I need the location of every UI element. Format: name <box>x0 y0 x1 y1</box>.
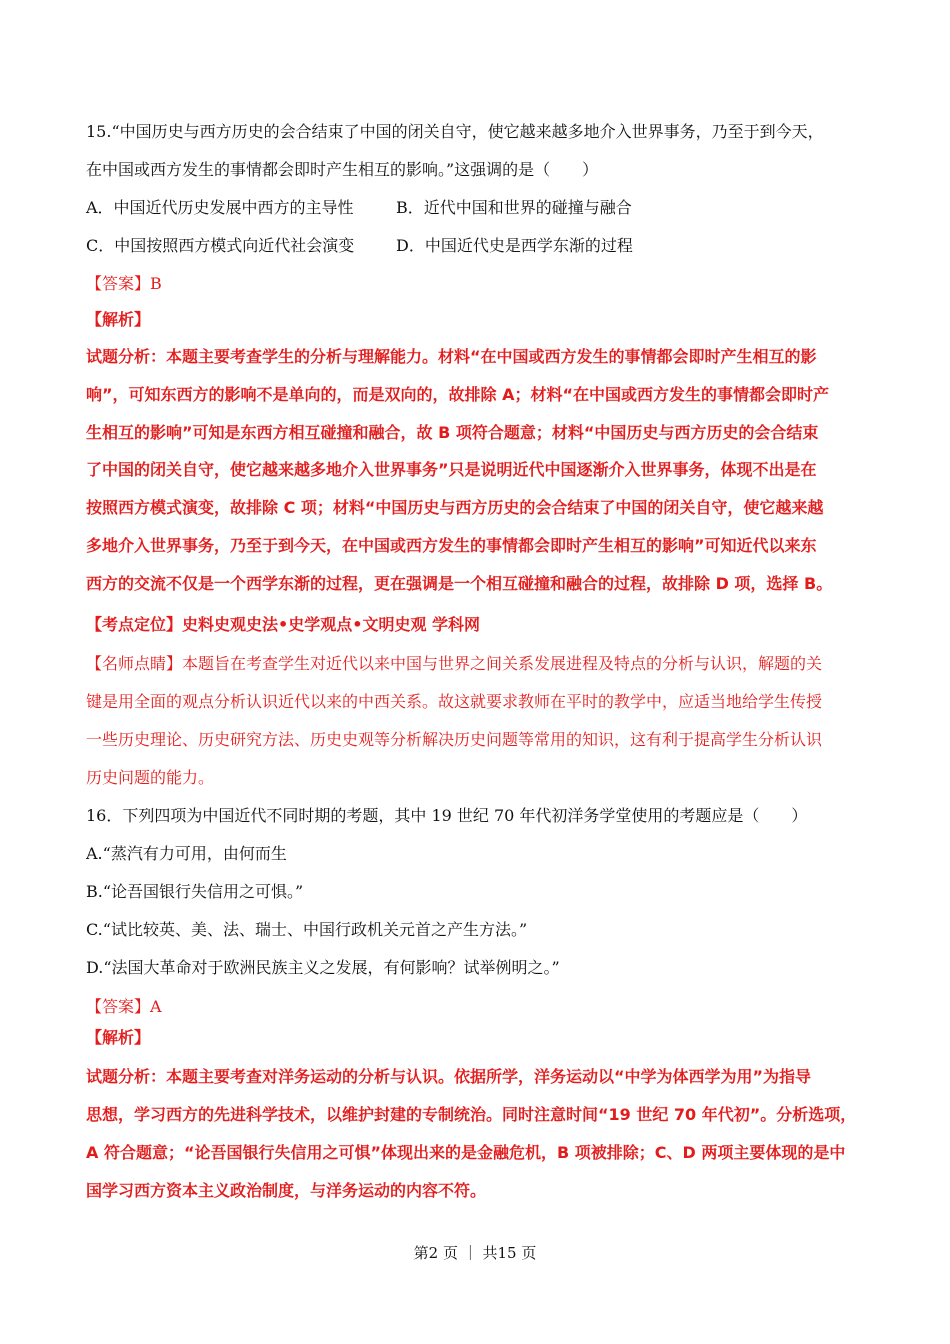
q15-mingshi-line: 一些历史理论、历史研究方法、历史史观等分析解决历史问题等常用的知识，这有利于提高学生分析认识 <box>86 730 823 749</box>
q15-option-a: A．中国近代历史发展中西方的主导性 <box>86 198 354 217</box>
q15-analysis-line: 多地介入世界事务，乃至于到今天，在中国或西方发生的事情都会即时产生相互的影响”可知近代以来东 <box>86 536 817 555</box>
q15-analysis-line: 了中国的闭关自守，使它越来越多地介入世界事务”只是说明近代中国逐渐介入世界事务，体现不出是在 <box>86 460 817 479</box>
q16-option-c: C.“试比较英、美、法、瑞士、中国行政机关元首之产生方法。” <box>86 920 528 939</box>
q16-answer: 【答案】A <box>86 997 162 1016</box>
q15-mingshi-line: 【名师点睛】本题旨在考查学生对近代以来中国与世界之间关系发展进程及特点的分析与认识，解题的关 <box>86 654 823 673</box>
q16-analysis-line: A 符合题意；“论吾国银行失信用之可惧”体现出来的是金融危机，B 项被排除；C、D 两项主要体现的是中 <box>86 1143 846 1162</box>
q15-analysis-line: 生相互的影响”可知是东西方相互碰撞和融合，故 B 项符合题意；材料“中国历史与西方历史的会合结束 <box>86 423 819 442</box>
q16-analysis-label: 【解析】 <box>86 1028 151 1047</box>
q16-option-a: A.“蒸汽有力可用，由何而生 <box>86 844 287 863</box>
q16-option-d: D.“法国大革命对于欧洲民族主义之发展，有何影响？试举例明之。” <box>86 958 560 977</box>
q15-analysis-line: 西方的交流不仅是一个西学东渐的过程，更在强调是一个相互碰撞和融合的过程，故排除 D 项，选择 B。 <box>86 574 833 593</box>
q15-analysis-line: 按照西方模式演变，故排除 C 项；材料“中国历史与西方历史的会合结束了中国的闭关自守，使它越来越 <box>86 498 824 517</box>
page-footer: 第2 页 ｜ 共15 页 <box>413 1244 537 1262</box>
q15-analysis-line: 响”，可知东西方的影响不是单向的，而是双向的，故排除 A；材料“在中国或西方发生的事情都会即时产 <box>86 385 829 404</box>
q16-analysis-line: 试题分析：本题主要考查对洋务运动的分析与认识。依据所学，洋务运动以“中学为体西学为用”为指导 <box>86 1067 812 1086</box>
q15-mingshi-line: 键是用全面的观点分析认识近代以来的中西关系。故这就要求教师在平时的教学中，应适当地给学生传授 <box>86 692 823 711</box>
q15-stem-line-1: 15.“中国历史与西方历史的会合结束了中国的闭关自守，使它越来越多地介入世界事务，乃至于到今天， <box>86 122 824 141</box>
q16-analysis-line: 国学习西方资本主义政治制度，与洋务运动的内容不符。 <box>86 1181 487 1200</box>
q16-analysis-line: 思想，学习西方的先进科学技术，以维护封建的专制统治。同时注意时间“19 世纪 70 年代初”。分析选项， <box>86 1105 857 1124</box>
q15-analysis-label: 【解析】 <box>86 310 151 329</box>
q15-kaodian: 【考点定位】史料史观史法•史学观点•文明史观 学科网 <box>86 615 481 634</box>
q15-option-b: B．近代中国和世界的碰撞与融合 <box>396 198 632 217</box>
q15-answer: 【答案】B <box>86 274 162 293</box>
q15-mingshi-line: 历史问题的能力。 <box>86 768 215 787</box>
q16-stem: 16．下列四项为中国近代不同时期的考题，其中 19 世纪 70 年代初洋务学堂使用的考题应是（ ） <box>86 806 808 825</box>
q15-stem-line-2: 在中国或西方发生的事情都会即时产生相互的影响。”这强调的是（ ） <box>86 160 599 179</box>
q15-options-row-1 <box>86 197 632 219</box>
q15-option-c: C．中国按照西方模式向近代社会演变 <box>86 236 355 255</box>
q16-option-b: B.“论吾国银行失信用之可惧。” <box>86 882 304 901</box>
q15-option-d: D．中国近代史是西学东渐的过程 <box>396 236 633 255</box>
q15-analysis-line: 试题分析：本题主要考查学生的分析与理解能力。材料“在中国或西方发生的事情都会即时产生相互的影 <box>86 347 817 366</box>
q15-options-row-2 <box>86 235 633 257</box>
